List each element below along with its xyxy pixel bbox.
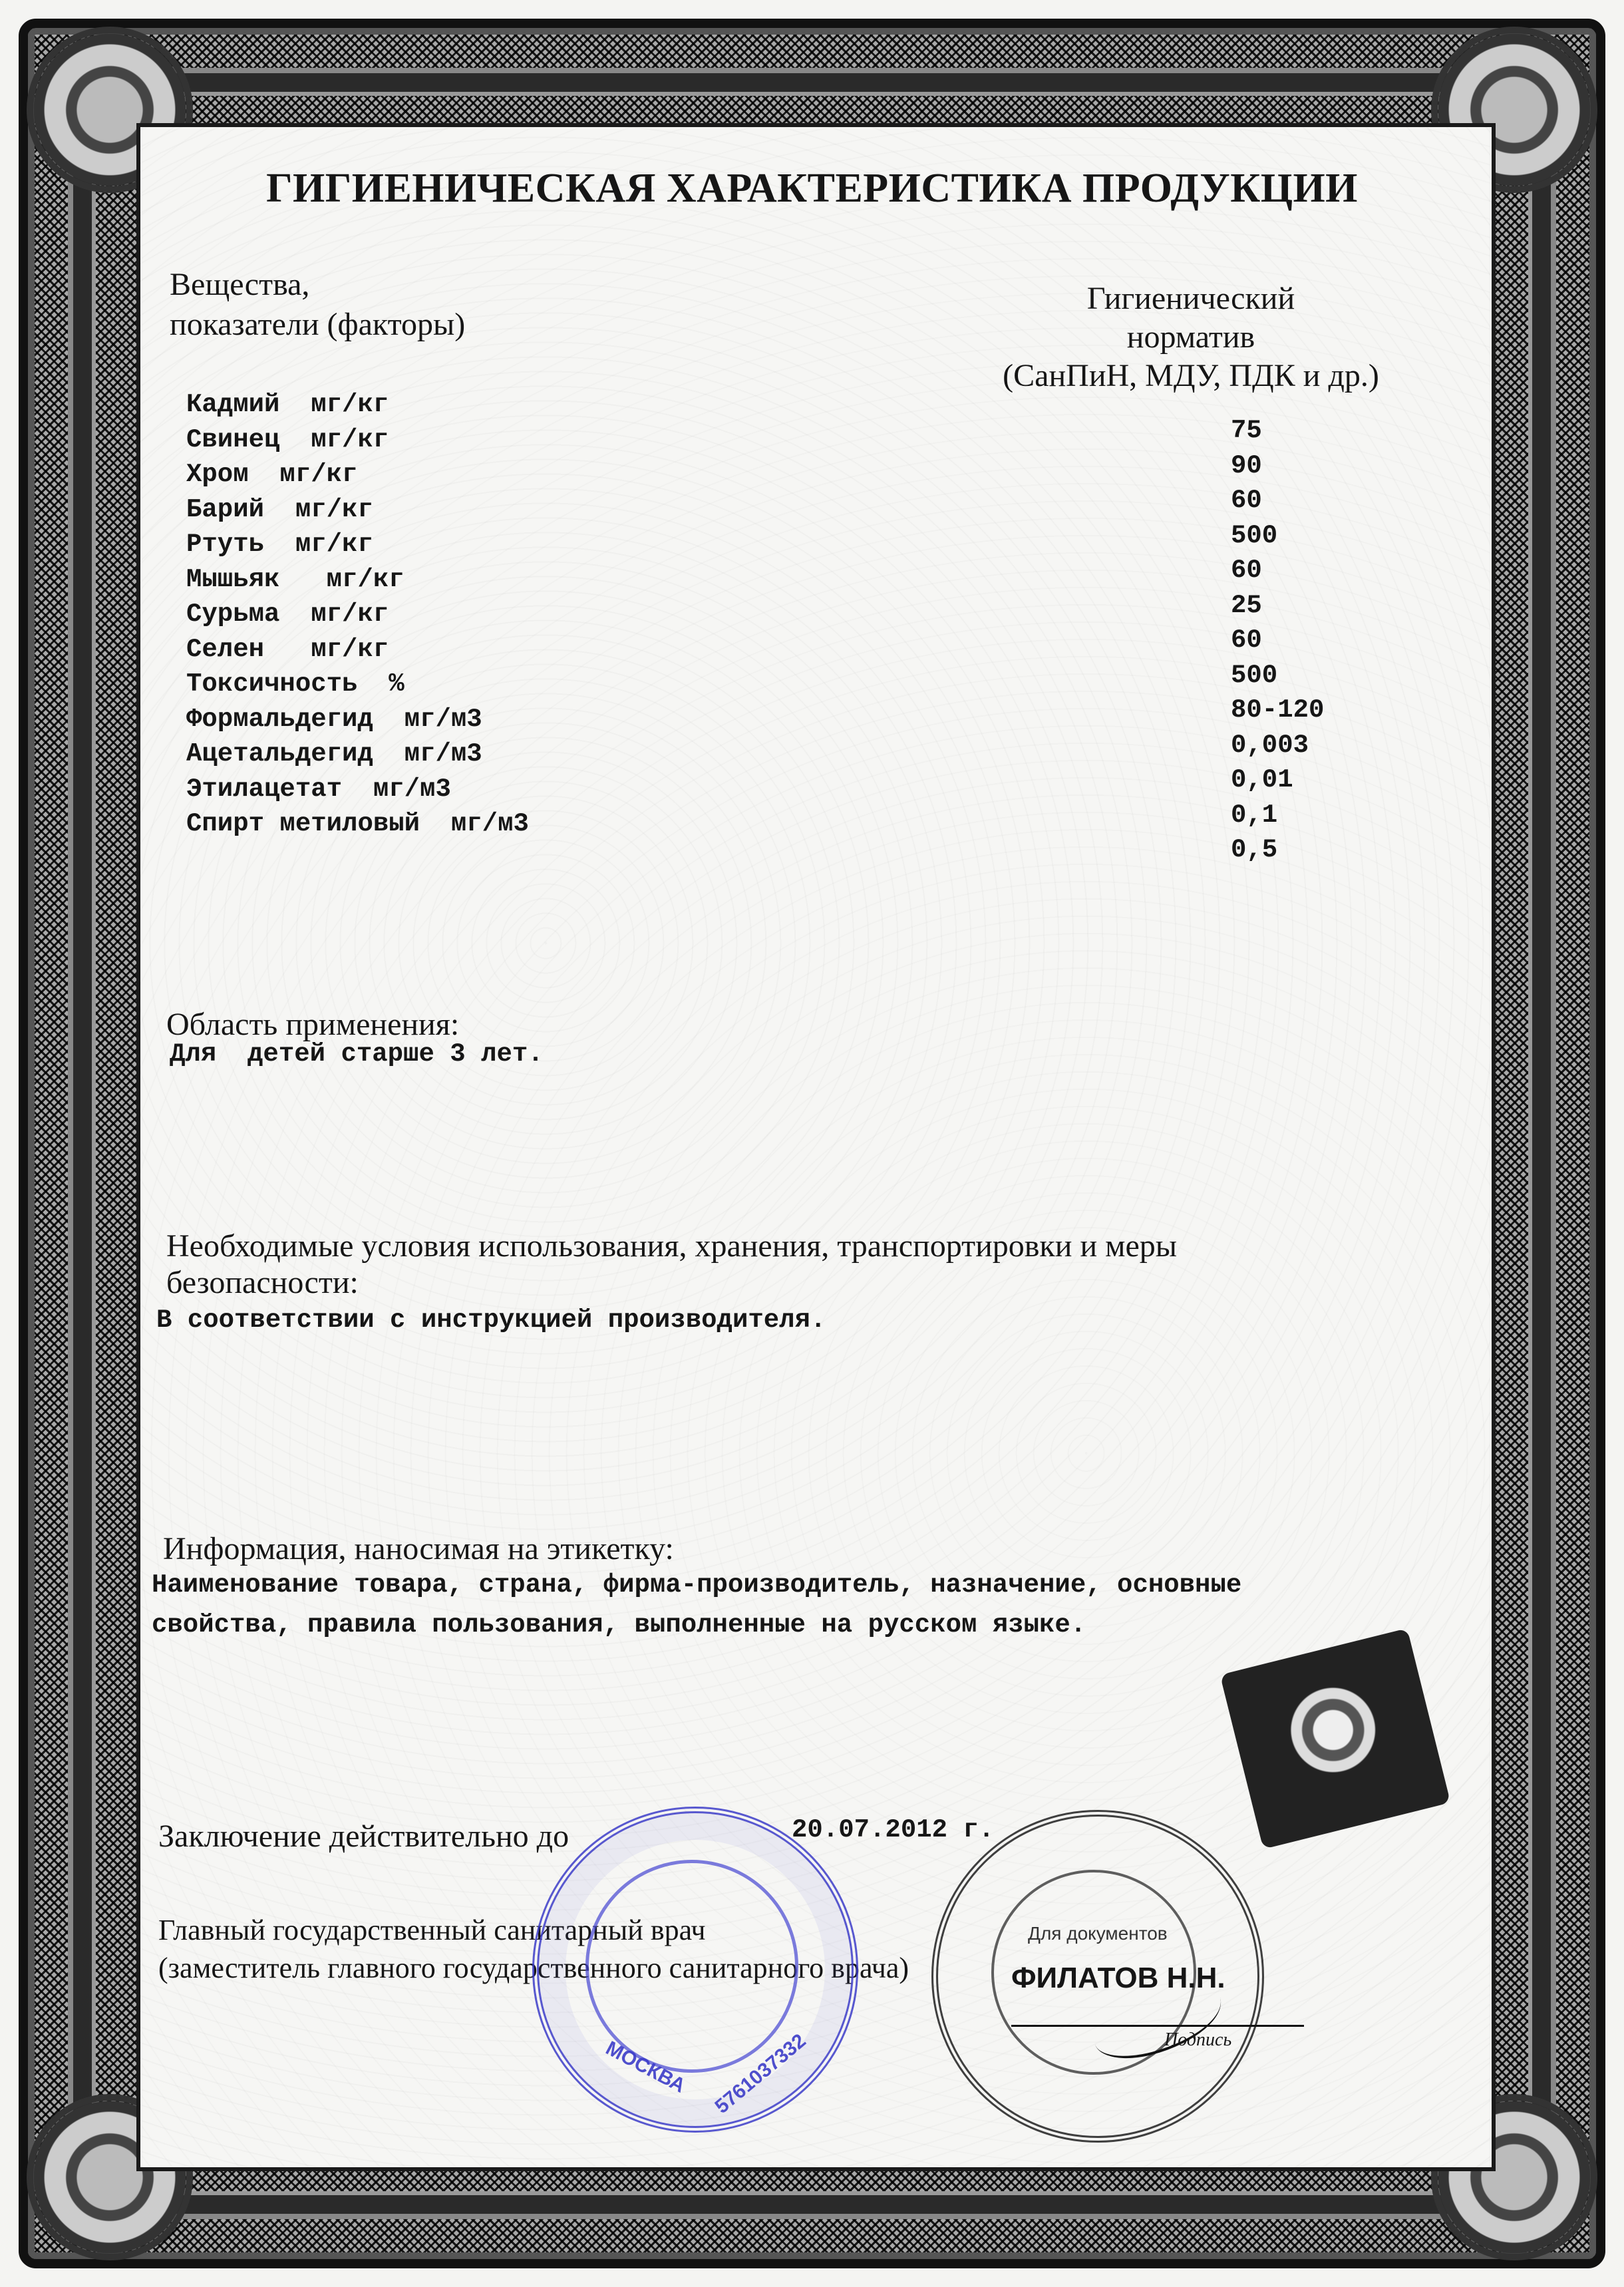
header-right-line2: норматив — [1126, 319, 1255, 355]
norm-value: 0,1 — [1231, 800, 1278, 830]
label-info-value-line2: свойства, правила пользования, выполненные на русском языке. — [152, 1610, 1086, 1640]
application-label: Область применения: — [166, 1007, 460, 1042]
substance-name: Барий мг/кг — [186, 494, 373, 524]
substance-name: Хром мг/кг — [186, 460, 358, 489]
norm-value: 90 — [1231, 450, 1262, 480]
norm-value: 500 — [1231, 520, 1278, 550]
norm-value: 0,5 — [1231, 835, 1278, 864]
validity-label: Заключение действительно до — [158, 1819, 569, 1854]
label-info-label: Информация, наносимая на этикетку: — [163, 1531, 674, 1566]
substance-name: Селен мг/кг — [186, 634, 389, 664]
norm-value: 0,003 — [1231, 730, 1309, 760]
signature-line — [1011, 2025, 1304, 2027]
substance-list — [186, 387, 529, 842]
substance-name: Ртуть мг/кг — [186, 530, 373, 559]
substance-name: Ацетальдегид мг/м3 — [186, 739, 482, 769]
conditions-label-line2: безопасности: — [166, 1265, 359, 1300]
norm-value: 25 — [1231, 590, 1262, 620]
substance-name: Свинец мг/кг — [186, 425, 389, 454]
application-value: Для детей старше 3 лет. — [170, 1039, 544, 1069]
header-left-line1: Вещества, — [170, 267, 310, 302]
norm-value: 0,01 — [1231, 765, 1293, 794]
blue-stamp-number: 5761037332 — [711, 2029, 810, 2118]
substance-name: Формальдегид мг/м3 — [186, 704, 482, 734]
substance-name: Сурьма мг/кг — [186, 600, 389, 629]
signature-caption: Подпись — [1164, 2029, 1232, 2050]
signatory-title: Главный государственный санитарный врач — [158, 1914, 706, 1946]
norm-column-header — [958, 279, 1424, 395]
signatory-subtitle: (заместитель главного государственного санитарного врача) — [158, 1952, 909, 1984]
norm-value: 60 — [1231, 625, 1262, 655]
norm-value: 60 — [1231, 486, 1262, 515]
validity-date: 20.07.2012 г. — [792, 1815, 995, 1845]
norm-values — [1231, 413, 1324, 868]
header-right-line3: (СанПиН, МДУ, ПДК и др.) — [1003, 358, 1379, 393]
substance-name: Спирт метиловый мг/м3 — [186, 809, 529, 838]
norm-value: 80-120 — [1231, 695, 1325, 725]
conditions-label-line1: Необходимые условия использования, хранения, транспортировки и меры — [166, 1228, 1178, 1264]
header-right-line1: Гигиенический — [1086, 281, 1295, 316]
label-info-value-line1: Наименование товара, страна, фирма-производитель, назначение, основные — [152, 1570, 1242, 1600]
header-left-line2: показатели (факторы) — [170, 307, 466, 342]
substance-name: Кадмий мг/кг — [186, 390, 389, 419]
document-title: ГИГИЕНИЧЕСКАЯ ХАРАКТЕРИСТИКА ПРОДУКЦИИ — [266, 166, 1358, 211]
blue-stamp-city: МОСКВА — [602, 2037, 689, 2097]
substance-name: Этилацетат мг/м3 — [186, 774, 451, 804]
conditions-value: В соответствии с инструкцией производителя. — [156, 1306, 826, 1335]
substance-name: Токсичность % — [186, 669, 405, 699]
norm-value: 500 — [1231, 660, 1278, 690]
substance-name: Мышьяк мг/кг — [186, 564, 405, 594]
norm-value: 60 — [1231, 556, 1262, 585]
signatory-name: ФИЛАТОВ Н.Н. — [1011, 1962, 1225, 1994]
substances-column-header — [170, 265, 465, 345]
norm-value: 75 — [1231, 416, 1262, 445]
seal-center-text: Для документов — [1028, 1923, 1168, 1944]
